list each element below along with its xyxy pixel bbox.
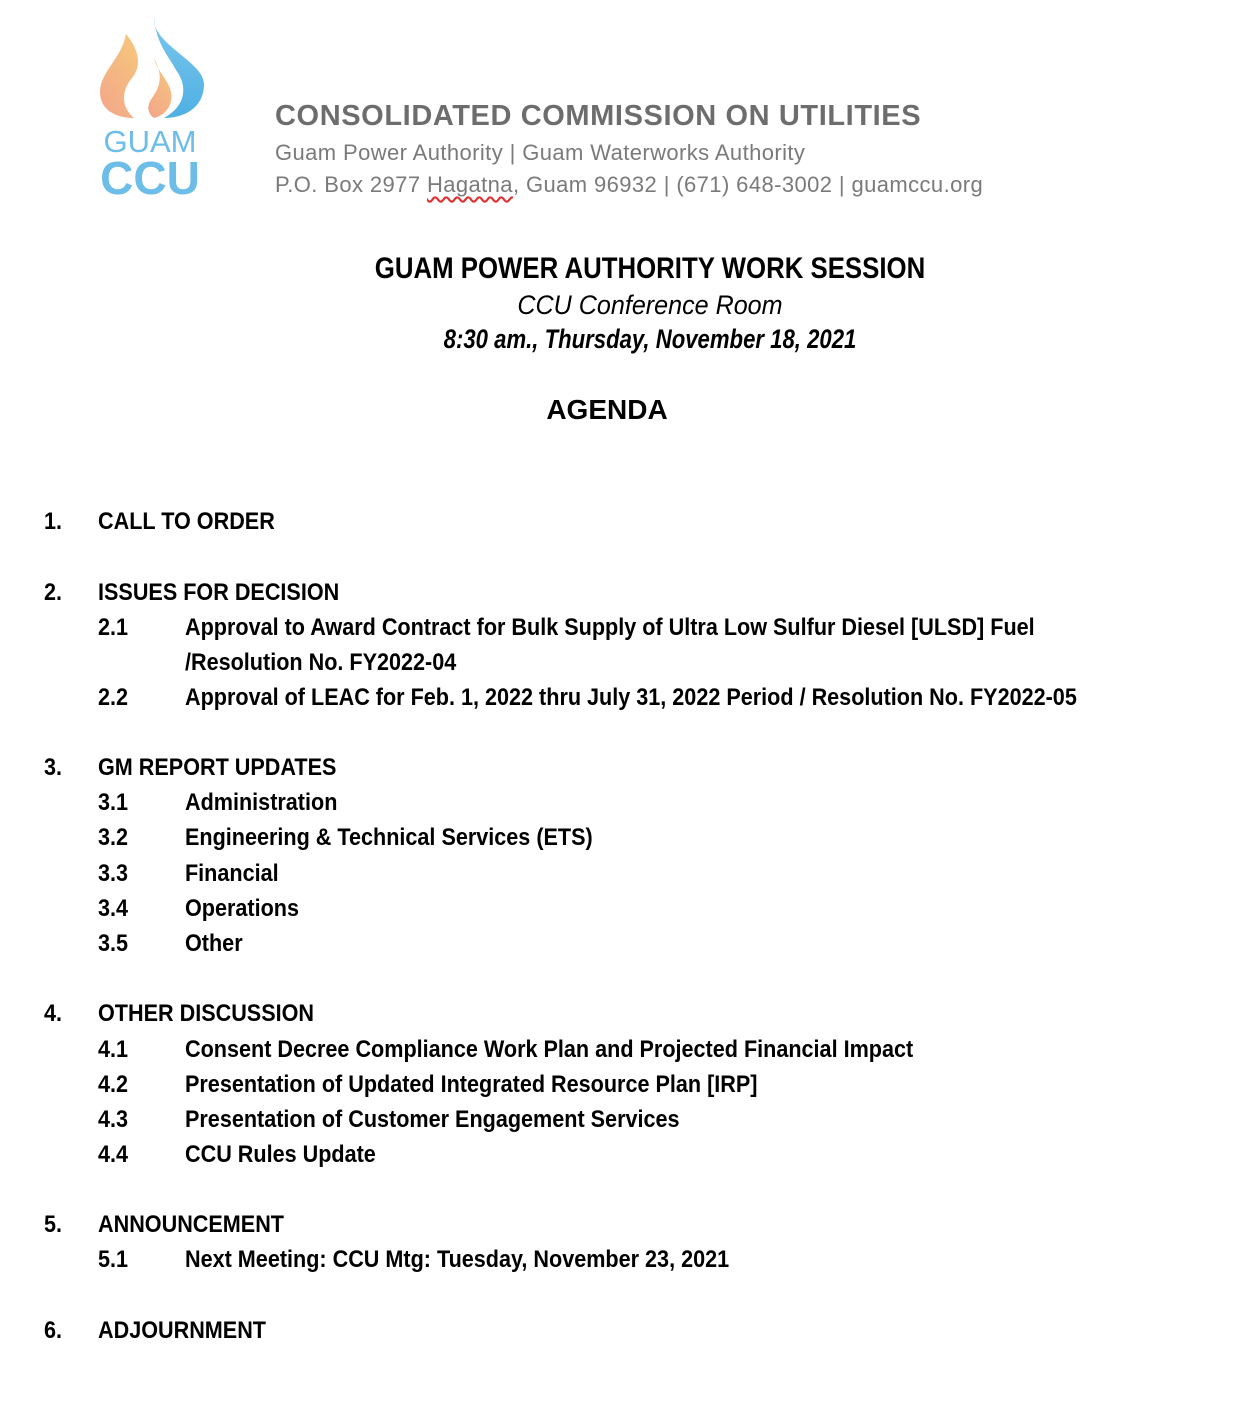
item-number: 2. (44, 579, 63, 606)
item-number: 3.3 (98, 860, 129, 887)
item-label: Presentation of Updated Integrated Resource Plan [IRP] (184, 1071, 758, 1098)
item-number: 4.2 (98, 1071, 129, 1098)
item-number: 4.4 (98, 1141, 129, 1168)
svg-text:GUAM: GUAM (103, 124, 197, 159)
address-suffix: , Guam 96932 | (671) 648-3002 | guamccu.org (512, 172, 984, 197)
item-number: 2.1 (98, 614, 129, 641)
item-number: 5.1 (98, 1246, 129, 1273)
item-label: Administration (184, 789, 338, 816)
item-label: Engineering & Technical Services (ETS) (184, 824, 593, 851)
item-label: OTHER DISCUSSION (98, 1000, 315, 1027)
item-label: Next Meeting: CCU Mtg: Tuesday, November 23, 2021 (184, 1246, 730, 1273)
item-label: CALL TO ORDER (98, 508, 275, 535)
item-number: 4.3 (98, 1106, 129, 1133)
item-number: 3.2 (98, 824, 129, 851)
svg-text:CCU: CCU (100, 152, 200, 204)
meeting-location: CCU Conference Room (517, 290, 783, 320)
item-number: 2.2 (98, 684, 129, 711)
org-name: CONSOLIDATED COMMISSION ON UTILITIES (275, 100, 922, 132)
address-line (275, 172, 983, 198)
address-prefix: P.O. Box 2977 (275, 172, 427, 197)
address-city: Hagatna (426, 172, 513, 197)
item-label: Financial (184, 860, 279, 887)
agenda-heading: AGENDA (546, 394, 668, 425)
item-label: GM REPORT UPDATES (98, 754, 337, 781)
authorities-line: Guam Power Authority | Guam Waterworks Authority (275, 140, 806, 165)
item-number: 3.5 (98, 930, 129, 957)
item-label: ISSUES FOR DECISION (98, 579, 340, 606)
guam-ccu-logo (92, 14, 212, 204)
item-number: 5. (44, 1211, 63, 1238)
item-number: 3. (44, 754, 63, 781)
item-label: Approval to Award Contract for Bulk Supply of Ultra Low Sulfur Diesel [ULSD] Fuel (184, 614, 1035, 641)
item-number: 1. (44, 508, 63, 535)
item-label: Operations (184, 895, 300, 922)
item-label: ANNOUNCEMENT (98, 1211, 285, 1238)
item-label: /Resolution No. FY2022-04 (184, 649, 457, 676)
item-number: 4.1 (98, 1036, 129, 1063)
item-number: 3.1 (98, 789, 129, 816)
item-label: Consent Decree Compliance Work Plan and Projected Financial Impact (184, 1036, 914, 1063)
item-label: Presentation of Customer Engagement Services (184, 1106, 680, 1133)
meeting-datetime: 8:30 am., Thursday, November 18, 2021 (443, 324, 857, 354)
item-label: Approval of LEAC for Feb. 1, 2022 thru July 31, 2022 Period / Resolution No. FY2022-05 (184, 684, 1077, 711)
item-number: 6. (44, 1317, 63, 1344)
meeting-title: GUAM POWER AUTHORITY WORK SESSION (374, 252, 926, 285)
item-label: ADJOURNMENT (98, 1317, 267, 1344)
item-label: Other (184, 930, 243, 957)
item-label: CCU Rules Update (184, 1141, 376, 1168)
item-number: 3.4 (98, 895, 129, 922)
item-number: 4. (44, 1000, 63, 1027)
